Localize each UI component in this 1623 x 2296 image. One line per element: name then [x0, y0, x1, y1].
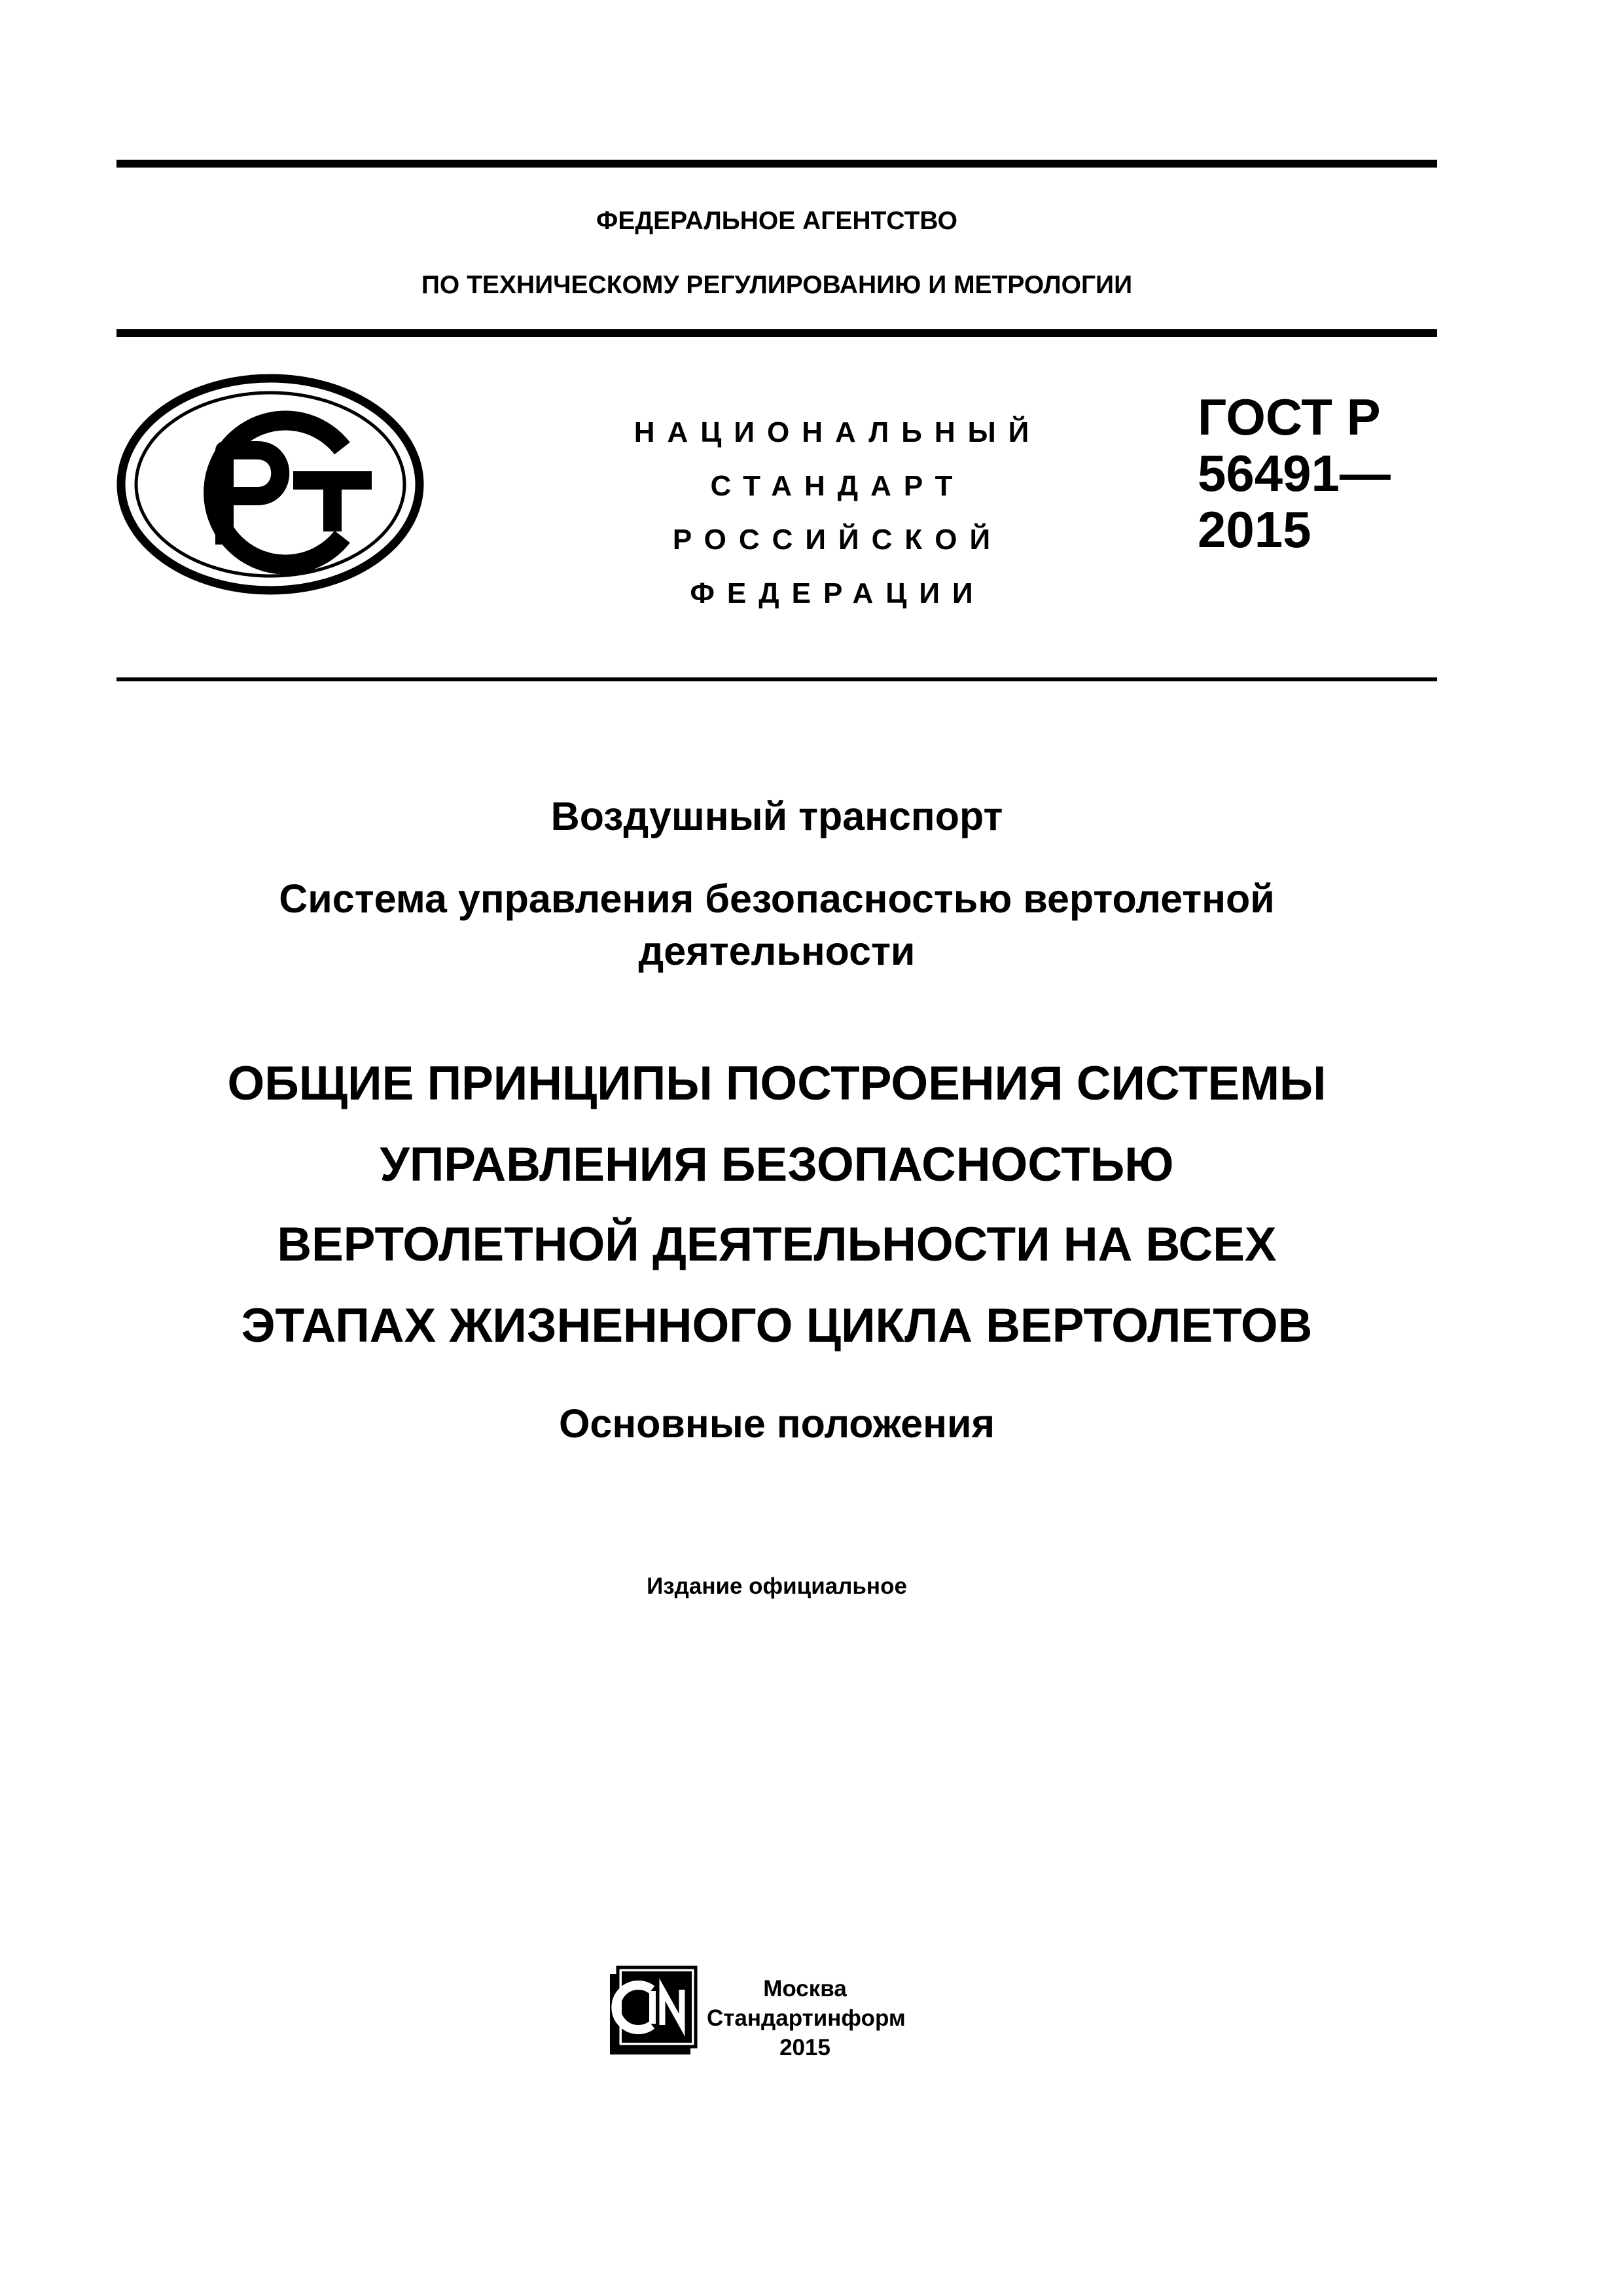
title-line-1: Воздушный транспорт — [550, 794, 1003, 838]
gost-number — [1198, 389, 1391, 558]
agency-name-line-2: ПО ТЕХНИЧЕСКОМУ РЕГУЛИРОВАНИЮ И МЕТРОЛОГИИ — [421, 271, 1133, 299]
title-line-3: деятельности — [638, 929, 916, 973]
publisher-city: Москва — [763, 1976, 847, 2001]
national-standard-label — [563, 406, 1113, 620]
subtitle: Основные положения — [558, 1401, 995, 1446]
top-rule — [116, 160, 1437, 168]
main-title-line-3: ВЕРТОЛЕТНОЙ ДЕЯТЕЛЬНОСТИ НА ВСЕХ — [277, 1218, 1277, 1271]
rst-logo — [116, 373, 424, 596]
national-line-4: ФЕДЕРАЦИИ — [690, 577, 986, 609]
publisher-name: Стандартинформ — [707, 2005, 906, 2031]
national-line-2: СТАНДАРТ — [710, 470, 965, 502]
agency-name-line-1: ФЕДЕРАЛЬНОЕ АГЕНТСТВО — [596, 207, 957, 235]
national-line-1: НАЦИОНАЛЬНЫЙ — [633, 416, 1042, 448]
publication-year: 2015 — [779, 2035, 830, 2060]
main-title-line-4: ЭТАПАХ ЖИЗНЕННОГО ЦИКЛА ВЕРТОЛЕТОВ — [241, 1299, 1313, 1352]
main-title-line-2: УПРАВЛЕНИЯ БЕЗОПАСНОСТЬЮ — [380, 1138, 1174, 1191]
standartinform-logo — [606, 1965, 700, 2058]
national-line-3: РОССИЙСКОЙ — [672, 524, 1003, 556]
main-title-line-1: ОБЩИЕ ПРИНЦИПЫ ПОСТРОЕНИЯ СИСТЕМЫ — [227, 1057, 1327, 1110]
edition-label: Издание официальное — [647, 1573, 907, 1599]
gost-line-2: 56491— — [1198, 444, 1391, 502]
title-line-2: Система управления безопасностью вертолетной — [279, 876, 1275, 921]
publisher-block — [707, 1974, 906, 2062]
gost-line-1: ГОСТ Р — [1198, 388, 1381, 446]
header-rule — [116, 329, 1437, 337]
gost-line-3: 2015 — [1198, 501, 1311, 558]
title-rule — [116, 677, 1437, 681]
